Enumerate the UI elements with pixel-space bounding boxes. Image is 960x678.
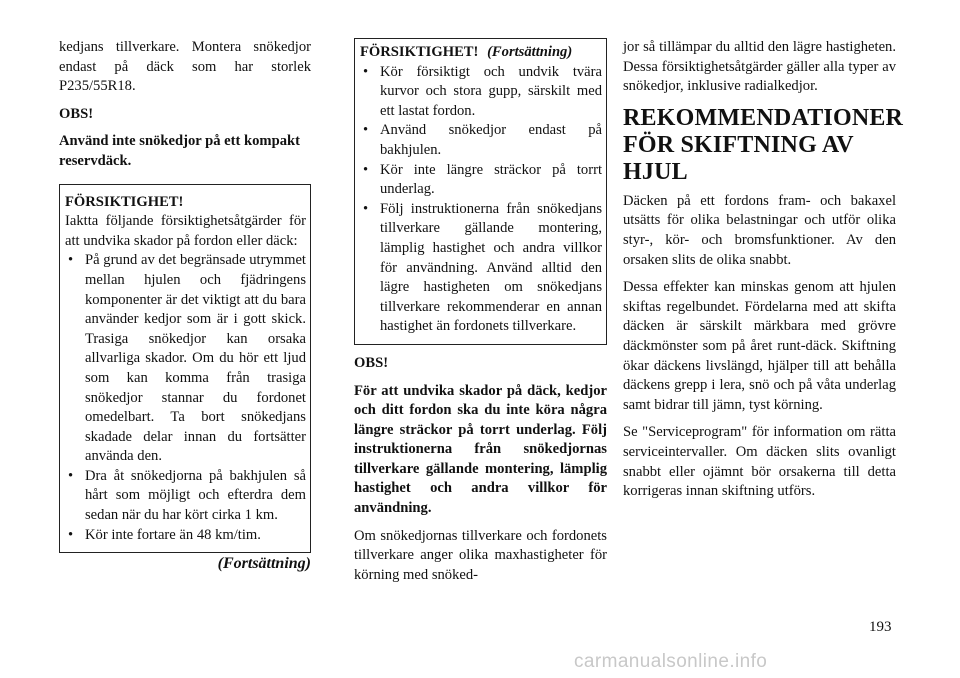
section-heading: REKOMMENDATIONER FÖR SKIFTNING AV HJUL xyxy=(623,104,904,185)
list-item: • Kör försiktigt och undvik tvära kurvor och stora gupp, särskilt med ett lastat fordon. xyxy=(360,63,602,122)
continued-label: (Fortsättning) xyxy=(217,555,311,573)
list-item: • Kör inte längre sträckor på torrt underlag. xyxy=(360,161,602,200)
intro-paragraph: jor så tillämpar du alltid den lägre hastigheten. Dessa försiktighetsåtgärder gäller alla typer av snökedjor, inklusive radialkedjor. xyxy=(623,39,896,95)
caution-lead: Iaktta följande försiktighetsåtgärder för att undvika skador på fordon eller däck: xyxy=(65,213,306,249)
paragraph: Om snökedjornas tillverkare och fordonets tillverkare anger olika maxhastigheter för körning med snöked- xyxy=(354,527,607,583)
caution-list xyxy=(360,63,602,337)
page-number: 193 xyxy=(869,619,892,635)
obs-label: OBS! xyxy=(354,354,389,371)
column-2 xyxy=(354,38,607,593)
paragraph: Däcken på ett fordons fram- och bakaxel utsätts för olika belastningar och utför olika styr-, kör- och bromsfunktioner. Av den orsaken slits de olika snabbt. xyxy=(623,192,896,268)
column-3 xyxy=(623,38,904,510)
list-item: • På grund av det begränsade utrymmet mellan hjulen och fjädringens komponenter är det viktigt att du bara använder kedjor som är i gott skick. Trasiga snökedjor kan orsaka allvarliga skador. Om du hör ett ljud som kan komma från trasiga snökedjor stannar du fordonet omedelbart. Ta bort snökedjans skadade delar innan du fortsätter använda den. xyxy=(65,251,306,467)
list-item: • Använd snökedjor endast på bakhjulen. xyxy=(360,121,602,160)
obs-label: OBS! xyxy=(59,105,94,122)
obs-text: För att undvika skador på däck, kedjor och ditt fordon ska du inte köra några längre sträckor på torrt underlag. Följ instruktionerna från snökedjornas tillverkare gällande montering, lämplig hastighet och andra villkor för användning. xyxy=(354,382,607,517)
caution-list xyxy=(65,251,306,545)
paragraph: Se "Serviceprogram" för information om rätta serviceintervaller. Om däcken slits ovanligt snabbt eller ojämnt bör orsakerna till detta korrigeras innan skiftning utförs. xyxy=(623,424,896,500)
caution-box-continued xyxy=(354,38,607,345)
caution-title: FÖRSIKTIGHET! xyxy=(65,193,184,210)
caution-continued: (Fortsättning) xyxy=(487,44,573,60)
caution-box xyxy=(59,184,311,554)
list-item: • Dra åt snökedjorna på bakhjulen så hårt som möjligt och efterdra dem sedan när du har kört cirka 1 km. xyxy=(65,467,306,526)
obs-text: Använd inte snökedjor på ett kompakt reservdäck. xyxy=(59,133,300,169)
caution-title-row xyxy=(360,43,602,63)
column-1 xyxy=(59,38,311,574)
watermark: carmanualsonline.info xyxy=(574,651,768,672)
intro-paragraph: kedjans tillverkare. Montera snökedjor endast på däck som har storlek P235/55R18. xyxy=(59,39,311,95)
caution-title: FÖRSIKTIGHET! xyxy=(360,44,479,60)
list-item: • Kör inte fortare än 48 km/tim. xyxy=(65,526,306,546)
paragraph: Dessa effekter kan minskas genom att hjulen skiftas regelbundet. Fördelarna med att skifta däcken är särskilt märkbara med grövre däckmönster som på året runt-däck. Skiftning ökar däckens livslängd, hjälper till att behålla däckens grepp i lera, snö och på våta underlag samt bidrar till jämn, tyst körning. xyxy=(623,279,896,413)
list-item: • Följ instruktionerna från snökedjans tillverkare gällande montering, lämplig hastighet och andra villkor för användning. Använd alltid den lägre hastigheten om snökedjans tillverkare rekommenderar en annan hastighet än fordonets tillverkare. xyxy=(360,200,602,337)
